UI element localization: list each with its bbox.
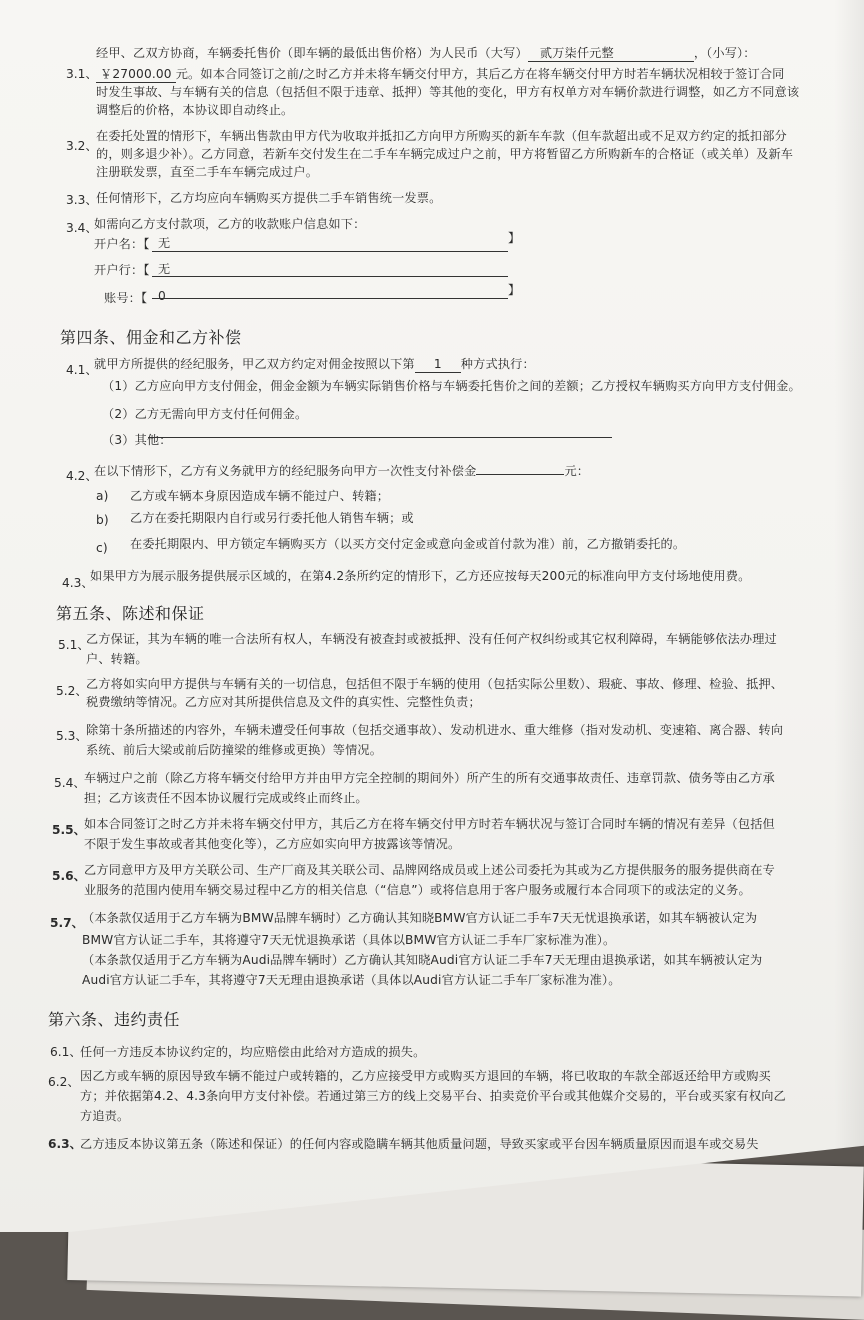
clause-text: 元。如本合同签订之前/之时乙方并未将车辆交付甲方，其后乙方在将车辆交付甲方时若车辆状况相较于签订合同 (175, 67, 785, 81)
clause-number: 3.2、 (66, 139, 98, 153)
clause-text: ，（小写）： (693, 46, 756, 60)
price-words-field: 贰万柒仟元整 (528, 45, 694, 62)
clause-text: （本条款仅适用于乙方车辆为Audi品牌车辆时）乙方确认其知晓Audi官方认证二手车7天无理由退换承诺，如其车辆被认定为 (82, 953, 763, 967)
clause-text: 乙方违反本协议第五条（陈述和保证）的任何内容或隐瞒车辆其他质量问题，导致买家或平台因车辆质量原因而退车或交易失 (80, 1137, 759, 1151)
clause-text: 在委托处置的情形下，车辆出售款由甲方代为收取并抵扣乙方向甲方所购买的新车车款（但车款超出或不足双方约定的抵扣部分 (96, 129, 787, 143)
option-2: （2）乙方无需向甲方支付任何佣金。 (102, 407, 308, 421)
clause-number: 3.3、 (66, 193, 98, 207)
clause-text: 注册联发票，直至二手车车辆完成过户。 (96, 165, 319, 179)
clause-number: 6.1、 (50, 1045, 82, 1059)
clause-number: 5.4、 (54, 776, 86, 790)
clause-number: 5.7、 (50, 916, 84, 930)
section-title: 第六条、违约责任 (48, 1010, 181, 1029)
account-bank-label: 开户行：【 (94, 263, 150, 277)
price-figure-field: ￥27000.00 (96, 66, 176, 83)
item-text: 乙方或车辆本身原因造成车辆不能过户、转籍； (130, 489, 390, 503)
clause-text: 除第十条所描述的内容外，车辆未遭受任何事故（包括交通事故）、发动机进水、重大维修（指对发动机、变速箱、离合器、转向 (86, 723, 784, 737)
clause-text: 调整后的价格，本协议即自动终止。 (96, 103, 294, 117)
clause-text: 任何一方违反本协议约定的，均应赔偿由此给对方造成的损失。 (80, 1045, 426, 1059)
clause-number: 5.2、 (56, 684, 88, 698)
commission-option-field: 1 (415, 356, 461, 373)
clause-text (96, 45, 756, 62)
clause-text (94, 356, 535, 373)
clause-number: 3.4、 (66, 221, 98, 235)
item-label: c) (96, 541, 108, 555)
option-1: （1）乙方应向甲方支付佣金，佣金金额为车辆实际销售价格与车辆委托售价之间的差额；乙方授权车辆购买方向甲方支付佣金。 (102, 379, 801, 393)
account-name-line (152, 251, 508, 252)
account-name-value: 无 (158, 236, 171, 250)
bracket-close: 】 (508, 231, 521, 245)
clause-text: 如本合同签订之时乙方并未将车辆交付甲方，其后乙方在将车辆交付甲方时若车辆状况与签订合同时车辆的情况有差异（包括但 (84, 817, 775, 831)
account-number-value: 0 (158, 289, 166, 303)
clause-number: 5.3、 (56, 729, 88, 743)
clause-text: 担；乙方该责任不因本协议履行完成或终止而终止。 (84, 791, 368, 805)
section-title: 第五条、陈述和保证 (56, 604, 205, 623)
bracket-close: 】 (508, 283, 521, 297)
clause-number: 4.2、 (66, 469, 98, 483)
clause-text: 税费缴纳等情况。乙方应对其所提供信息及文件的真实性、完整性负责； (86, 695, 481, 709)
compensation-field (476, 474, 564, 475)
item-label: b) (96, 513, 109, 527)
option-3-line (148, 437, 612, 438)
clause-text: （本条款仅适用于乙方车辆为BMW品牌车辆时）乙方确认其知晓BMW官方认证二手车7天无忧退换承诺，如其车辆被认定为 (82, 911, 758, 925)
clause-text: 车辆过户之前（除乙方将车辆交付给甲方并由甲方完全控制的期间外）所产生的所有交通事故责任、违章罚款、债务等由乙方承 (84, 771, 775, 785)
clause-text: 在以下情形下，乙方有义务就甲方的经纪服务向甲方一次性支付补偿金 (94, 464, 477, 478)
item-text: 乙方在委托期限内自行或另行委托他人销售车辆；或 (130, 511, 414, 525)
account-name-label: 开户名：【 (94, 237, 150, 251)
clause-text: 因乙方或车辆的原因导致车辆不能过户或转籍的，乙方应接受甲方或购买方退回的车辆，将已收取的车款全部返还给甲方或购买 (80, 1069, 771, 1083)
clause-text (96, 66, 785, 83)
option-3: （3）其他： (102, 433, 172, 447)
clause-text: 业服务的范围内使用车辆交易过程中乙方的相关信息（“信息”）或将信息用于客户服务或履行本合同项下的或法定的义务。 (84, 883, 751, 897)
account-number-label: 账号：【 (104, 291, 148, 305)
clause-number: 5.1、 (58, 638, 90, 652)
clause-text: 方追责。 (80, 1109, 130, 1123)
clause-text: 乙方同意甲方及甲方关联公司、生产厂商及其关联公司、品牌网络成员或上述公司委托为其或为乙方提供服务的服务提供商在专 (84, 863, 775, 877)
clause-text: 系统、前后大梁或前后防撞梁的维修或更换）等情况。 (86, 743, 383, 757)
clause-text: 种方式执行： (460, 357, 535, 371)
item-text: 在委托期限内、甲方锁定车辆购买方（以买方交付定金或意向金或首付款为准）前，乙方撤销委托的。 (130, 537, 686, 551)
clause-number: 5.6、 (52, 869, 86, 883)
account-bank-value: 无 (158, 262, 171, 276)
clause-text: 不限于发生事故或者其他变化等），乙方应如实向甲方披露该等情况。 (84, 837, 461, 851)
item-label: a) (96, 489, 109, 503)
clause-text: 经甲、乙双方协商，车辆委托售价（即车辆的最低出售价格）为人民币（大写） (96, 46, 528, 60)
clause-text: 如果甲方为展示服务提供展示区域的，在第4.2条所约定的情形下，乙方还应按每天200元的标准向甲方支付场地使用费。 (90, 569, 751, 583)
clause-text: 时发生事故、与车辆有关的信息（包括但不限于违章、抵押）等其他的变化，甲方有权单方对车辆价款进行调整，如乙方不同意该 (96, 85, 800, 99)
account-number-line (152, 298, 508, 299)
clause-text: 方；并依据第4.2、4.3条向甲方支付补偿。若通过第三方的线上交易平台、拍卖竞价平台或其他媒介交易的，平台或买家有权向乙 (80, 1089, 786, 1103)
clause-number: 4.1、 (66, 363, 98, 377)
clause-text: Audi官方认证二手车，其将遵守7天无理由退换承诺（具体以Audi官方认证二手车厂家标准为准）。 (82, 973, 621, 987)
clause-text: 乙方保证，其为车辆的唯一合法所有权人，车辆没有被查封或被抵押、没有任何产权纠纷或其它权利障碍，车辆能够依法办理过 (86, 632, 777, 646)
clause-text: BMW官方认证二手车，其将遵守7天无忧退换承诺（具体以BMW官方认证二手车厂家标准为准）。 (82, 933, 616, 947)
clause-number: 5.5、 (52, 823, 86, 837)
clause-text: 任何情形下，乙方均应向车辆购买方提供二手车销售统一发票。 (96, 191, 442, 205)
clause-number: 3.1、 (66, 67, 98, 81)
account-bank-line (152, 276, 508, 277)
clause-text: 元： (564, 464, 590, 478)
clause-text: 如需向乙方支付款项，乙方的收款账户信息如下： (94, 217, 366, 231)
clause-number: 6.3、 (48, 1137, 82, 1151)
section-title: 第四条、佣金和乙方补偿 (60, 328, 242, 347)
clause-number: 4.3、 (62, 576, 94, 590)
clause-text (94, 463, 589, 479)
clause-text: 就甲方所提供的经纪服务，甲乙双方约定对佣金按照以下第 (94, 357, 415, 371)
clause-number: 6.2、 (48, 1075, 80, 1089)
clause-text: 乙方将如实向甲方提供与车辆有关的一切信息，包括但不限于车辆的使用（包括实际公里数）、瑕疵、事故、修理、检验、抵押、 (86, 677, 784, 691)
clause-text: 的，则多退少补）。乙方同意，若新车交付发生在二手车车辆完成过户之前，甲方将暂留乙方所购新车的合格证（或关单）及新车 (96, 147, 794, 161)
clause-text: 户、转籍。 (86, 652, 148, 666)
